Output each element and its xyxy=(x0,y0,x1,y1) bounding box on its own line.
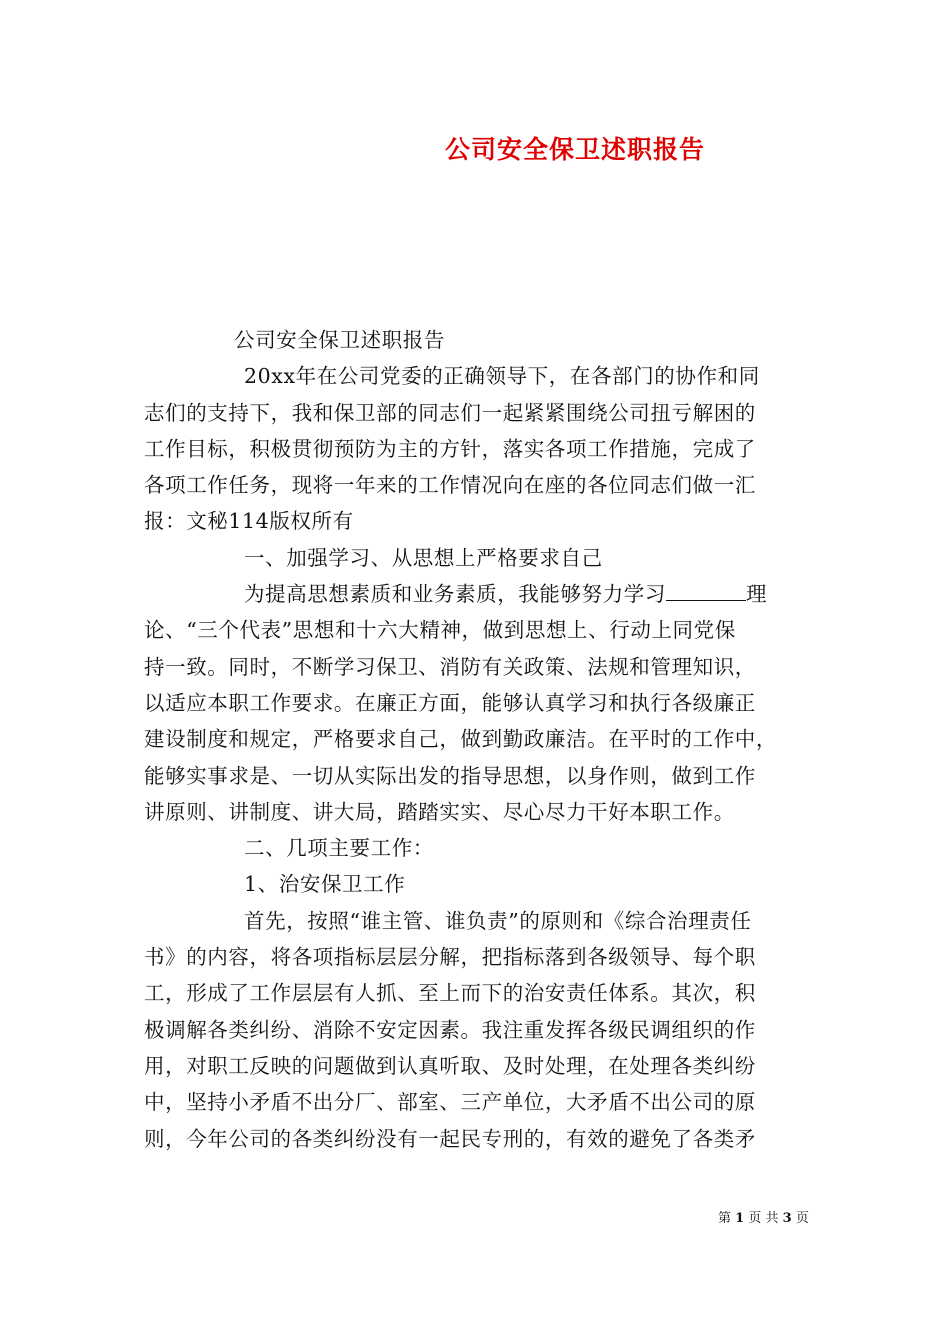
fill-in-blank xyxy=(666,582,746,601)
paragraph-text: 理 xyxy=(746,582,768,607)
footer-page-number: 1 xyxy=(735,1211,745,1226)
paragraph-line: 讲原则、讲制度、讲大局，踏踏实实、尽心尽力干好本职工作。 xyxy=(144,799,735,824)
section-heading-2: 二、几项主要工作： xyxy=(244,836,434,861)
paragraph-text: 为提高思想素质和业务素质，我能够努力学习 xyxy=(244,582,666,607)
paragraph-line: 能够实事求是、一切从实际出发的指导思想，以身作则，做到工作 xyxy=(144,763,756,788)
intro-line: 工作目标，积极贯彻预防为主的方针，落实各项工作措施，完成了 xyxy=(144,436,756,461)
footer-total-pages: 3 xyxy=(782,1211,792,1226)
paragraph-line: 首先，按照“谁主管、谁负责”的原则和《综合治理责任 xyxy=(244,908,752,933)
document-title: 公司安全保卫述职报告 xyxy=(444,135,705,164)
paragraph-line: 建设制度和规定，严格要求自己，做到勤政廉洁。在平时的工作中， xyxy=(144,727,777,752)
intro-line: 20xx年在公司党委的正确领导下，在各部门的协作和同 xyxy=(244,364,760,389)
paragraph-line: 持一致。同时，不断学习保卫、消防有关政策、法规和管理知识， xyxy=(144,654,756,679)
paragraph-line: 以适应本职工作要求。在廉正方面，能够认真学习和执行各级廉正 xyxy=(144,690,756,715)
document-body xyxy=(144,322,804,1157)
footer-middle: 页 共 xyxy=(748,1211,779,1226)
subtitle: 公司安全保卫述职报告 xyxy=(234,328,445,352)
paragraph-line: 书》的内容，将各项指标层层分解，把指标落到各级领导、每个职 xyxy=(144,945,756,970)
intro-line: 报：文秘114版权所有 xyxy=(144,509,354,534)
paragraph-line: 中，坚持小矛盾不出分厂、部室、三产单位，大矛盾不出公司的原 xyxy=(144,1090,756,1115)
paragraph-line: 极调解各类纠纷、消除不安定因素。我注重发挥各级民调组织的作 xyxy=(144,1017,756,1042)
paragraph-line: 用，对职工反映的问题做到认真听取、及时处理，在处理各类纠纷 xyxy=(144,1053,756,1078)
subsection-heading: 1、治安保卫工作 xyxy=(244,872,406,897)
footer-prefix: 第 xyxy=(718,1211,732,1226)
intro-line: 各项工作任务，现将一年来的工作情况向在座的各位同志们做一汇 xyxy=(144,473,756,498)
page-footer xyxy=(718,1207,809,1226)
paragraph-line: 论、“三个代表”思想和十六大精神，做到思想上、行动上同党保 xyxy=(144,618,736,643)
section-heading-1: 一、加强学习、从思想上严格要求自己 xyxy=(244,545,603,570)
paragraph-line: 则，今年公司的各类纠纷没有一起民专刑的，有效的避免了各类矛 xyxy=(144,1126,756,1151)
footer-suffix: 页 xyxy=(795,1211,809,1226)
paragraph-line: 工，形成了工作层层有人抓、至上而下的治安责任体系。其次，积 xyxy=(144,981,756,1006)
intro-line: 志们的支持下，我和保卫部的同志们一起紧紧围绕公司扭亏解困的 xyxy=(144,400,756,425)
paragraph-line xyxy=(144,576,804,612)
